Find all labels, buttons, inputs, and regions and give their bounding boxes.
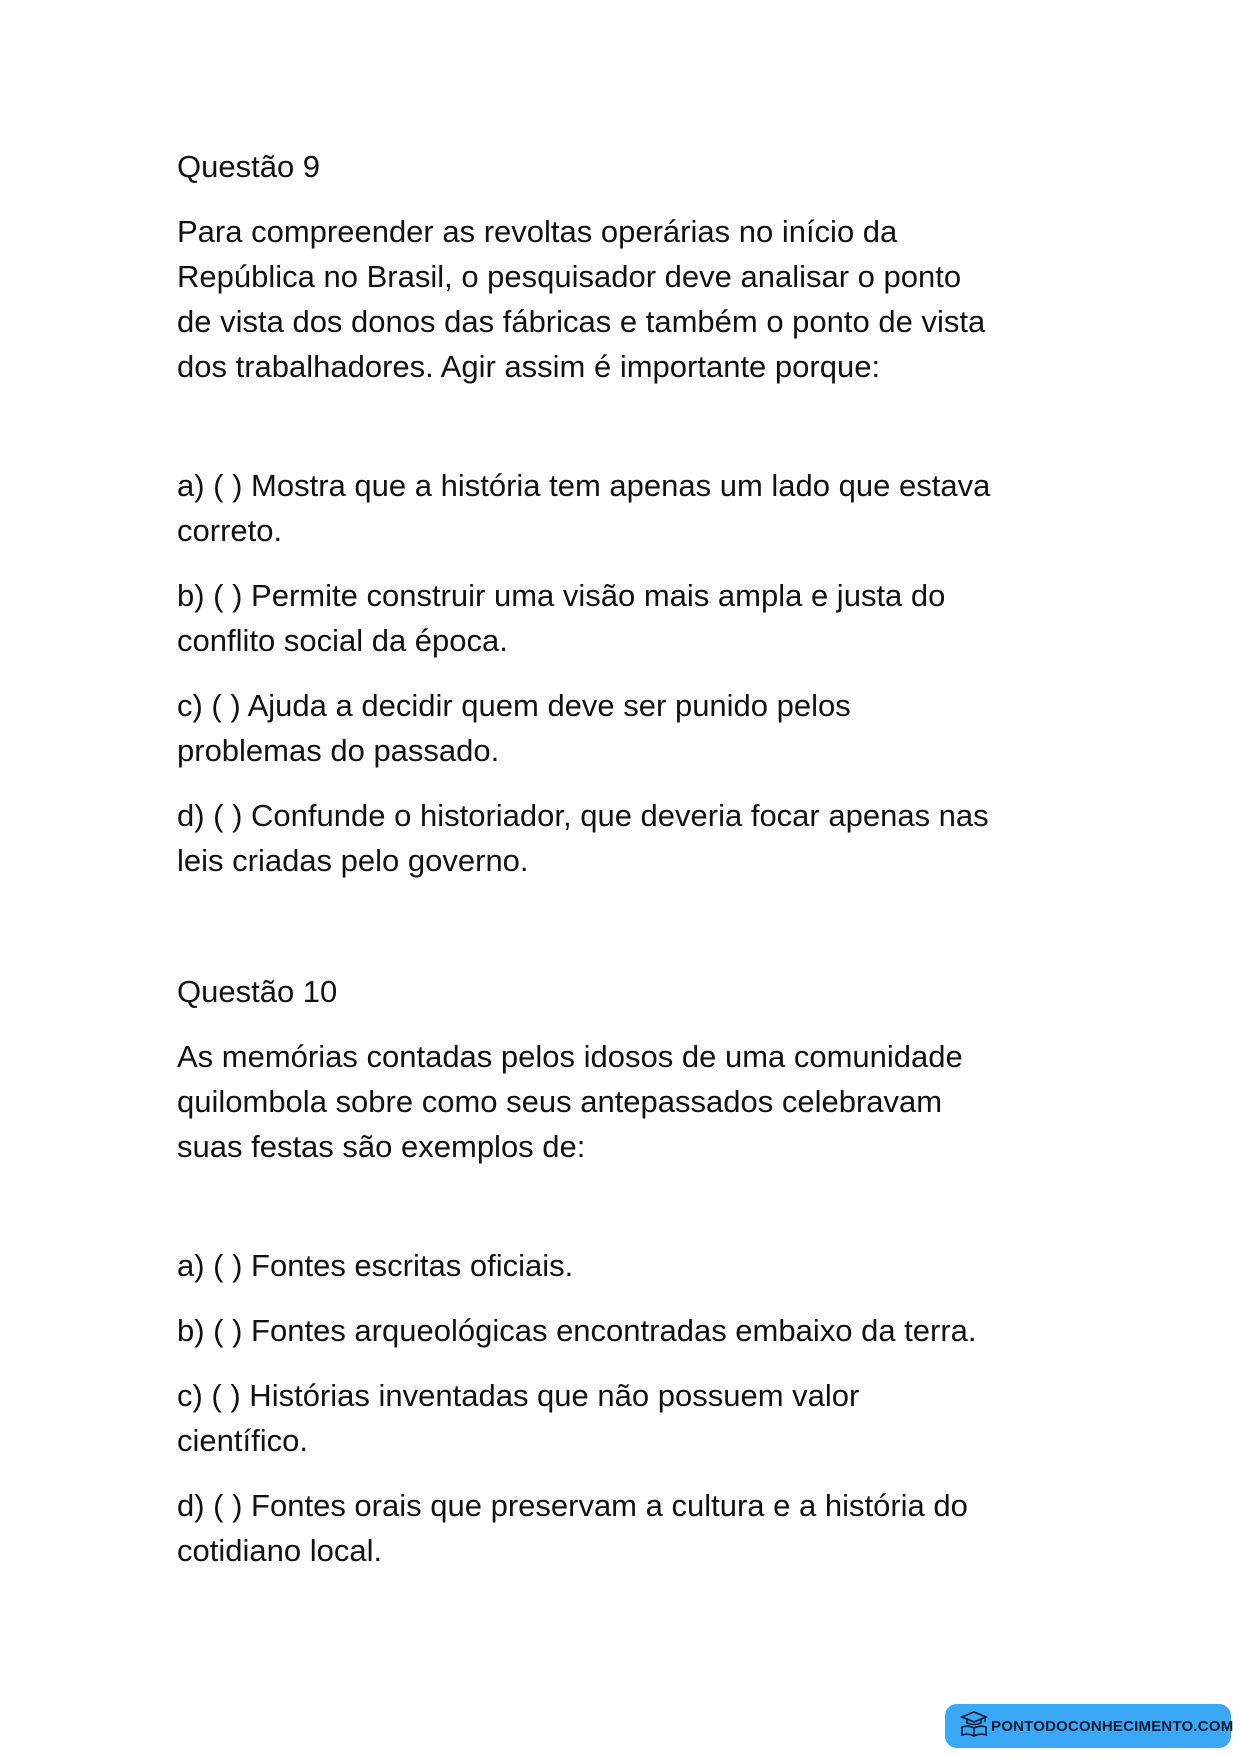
option-line: correto.	[177, 513, 283, 548]
option-line: problemas do passado.	[177, 733, 500, 768]
answer-option-b[interactable]	[177, 1308, 1077, 1353]
question-9	[177, 144, 1077, 883]
prompt-line: suas festas são exemplos de:	[177, 1129, 586, 1164]
prompt-line: República no Brasil, o pesquisador deve analisar o ponto	[177, 259, 962, 294]
answer-option-d[interactable]	[177, 1483, 1077, 1573]
option-line: a) ( ) Mostra que a história tem apenas um lado que estava	[177, 468, 991, 503]
answer-option-a[interactable]	[177, 463, 1077, 553]
question-title: Questão 10	[177, 974, 338, 1009]
option-line: científico.	[177, 1423, 308, 1458]
question-10	[177, 969, 1077, 1573]
answer-option-b[interactable]	[177, 573, 1077, 663]
prompt-line: de vista dos donos das fábricas e também o ponto de vista	[177, 304, 986, 339]
answer-options	[177, 463, 1077, 883]
question-prompt	[177, 209, 1077, 389]
question-prompt	[177, 1034, 1077, 1169]
prompt-line: Para compreender as revoltas operárias no início da	[177, 214, 898, 249]
option-line: leis criadas pelo governo.	[177, 843, 529, 878]
option-line: a) ( ) Fontes escritas oficiais.	[177, 1248, 574, 1283]
watermark-text: PONTODOCONHECIMENTO.COM	[991, 1717, 1234, 1735]
option-line: d) ( ) Confunde o historiador, que deveria focar apenas nas	[177, 798, 989, 833]
option-line: cotidiano local.	[177, 1533, 383, 1568]
prompt-line: As memórias contadas pelos idosos de uma comunidade	[177, 1039, 963, 1074]
document-content	[177, 144, 1077, 1593]
prompt-line: quilombola sobre como seus antepassados celebravam	[177, 1084, 943, 1119]
section-spacer	[177, 903, 1077, 969]
question-title: Questão 9	[177, 149, 321, 184]
option-line: conflito social da época.	[177, 623, 508, 658]
option-line: b) ( ) Permite construir uma visão mais ampla e justa do	[177, 578, 946, 613]
option-line: d) ( ) Fontes orais que preservam a cultura e a história do	[177, 1488, 968, 1523]
option-line: b) ( ) Fontes arqueológicas encontradas embaixo da terra.	[177, 1313, 977, 1348]
graduation-book-icon	[959, 1710, 989, 1743]
answer-options	[177, 1243, 1077, 1573]
site-watermark-link[interactable]	[945, 1704, 1234, 1748]
answer-option-c[interactable]	[177, 1373, 1077, 1463]
answer-option-a[interactable]	[177, 1243, 1077, 1288]
option-line: c) ( ) Ajuda a decidir quem deve ser punido pelos	[177, 688, 851, 723]
answer-option-d[interactable]	[177, 793, 1077, 883]
prompt-line: dos trabalhadores. Agir assim é importante porque:	[177, 349, 881, 384]
option-line: c) ( ) Histórias inventadas que não possuem valor	[177, 1378, 860, 1413]
answer-option-c[interactable]	[177, 683, 1077, 773]
